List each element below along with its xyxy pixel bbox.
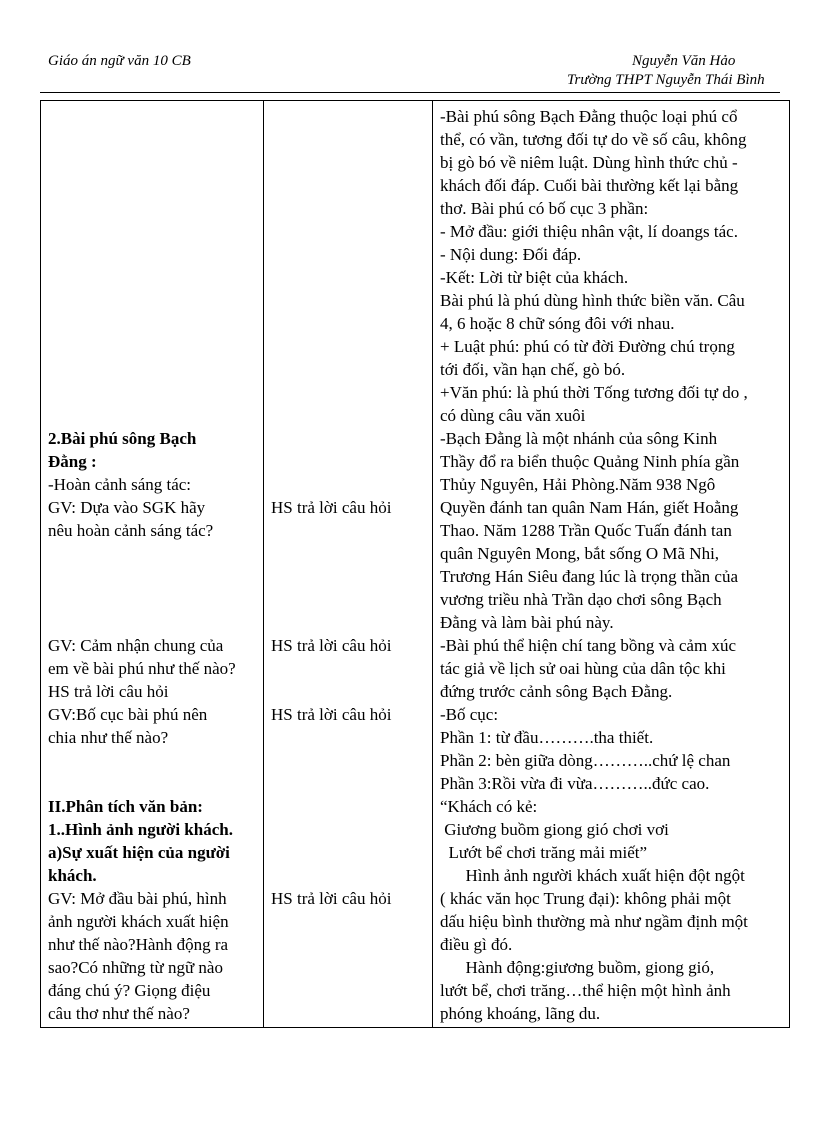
col2-line [264,933,432,956]
col3-line: -Kết: Lời từ biệt của khách. [440,268,629,287]
col2-line [264,657,432,680]
col2-line [264,450,432,473]
col1-line: câu thơ như thế nào? [48,1004,190,1023]
col3-line: Thủy Nguyên, Hải Phòng.Năm 938 Ngô [440,475,716,494]
col1-line [41,588,263,611]
col3-line: bị gò bó về niêm luật. Dùng hình thức chủ - [440,153,738,172]
col1-line: chia như thế nào? [48,728,169,747]
col2-line [264,565,432,588]
col1-line: -Hoàn cảnh sáng tác: [48,475,192,494]
col2-line [264,243,432,266]
col2-line [264,772,432,795]
col3-line: Quyền đánh tan quân Nam Hán, giết Hoằng [440,498,739,517]
col3-line: có dùng câu văn xuôi [440,406,586,425]
col3-line: -Bài phú sông Bạch Đằng thuộc loại phú cổ [440,107,738,126]
col2-line [264,956,432,979]
col3-line: Trương Hán Siêu đang lúc là trọng thần của [440,567,739,586]
col1-line [41,335,263,358]
col2-line [264,542,432,565]
col2-line [264,726,432,749]
col3-line: “Khách có kẻ: [440,797,538,816]
col2-line [264,473,432,496]
table-row [41,101,790,1028]
col2-line [264,680,432,703]
col3-line: Phần 3:Rồi vừa đi vừa………..đức cao. [440,774,710,793]
col3-line: Phần 1: từ đầu……….tha thiết. [440,728,654,747]
col1-line [41,289,263,312]
col2-line [264,611,432,634]
col2-line [264,1002,432,1025]
col2-line [264,519,432,542]
col2-line [264,174,432,197]
col1-line [41,243,263,266]
col3-line: Giương buồm giong gió chơi vơi [440,820,669,839]
col1-line: GV:Bố cục bài phú nên [48,705,208,724]
col3-line: phóng khoáng, lãng du. [440,1004,601,1023]
col3-line: ( khác văn học Trung đại): không phải một [440,889,731,908]
col3-line: -Bạch Đằng là một nhánh của sông Kinh [440,429,718,448]
col2-line [264,358,432,381]
col2-line [264,864,432,887]
col1-line: GV: Mở đầu bài phú, hình [48,889,227,908]
col1-line [41,105,263,128]
col3-line: 4, 6 hoặc 8 chữ sóng đôi với nhau. [440,314,675,333]
col1-line [41,772,263,795]
col2-line [264,749,432,772]
col1-line: đáng chú ý? Giọng điệu [48,981,211,1000]
col1-line: II.Phân tích văn bản: [48,797,203,816]
col3-line: thể, có vần, tương đối tự do về số câu, không [440,130,747,149]
col3-line: đứng trước cảnh sông Bạch Đằng. [440,682,673,701]
col2-line [264,151,432,174]
col1-line: a)Sự xuất hiện của người [48,843,230,862]
col1-line: nêu hoàn cảnh sáng tác? [48,521,214,540]
col2-line: HS trả lời câu hỏi [271,889,392,908]
col1-line [41,542,263,565]
col2-line [264,841,432,864]
col1-line [41,266,263,289]
col3-line: Thầy đổ ra biển thuộc Quảng Ninh phía gần [440,452,740,471]
col3-line: lướt bể, chơi trăng…thể hiện một hình ảnh [440,981,731,1000]
col3-line: vương triều nhà Trần dạo chơi sông Bạch [440,590,722,609]
col2-line: HS trả lời câu hỏi [271,705,392,724]
col1-line [41,404,263,427]
col3-line: -Bài phú thể hiện chí tang bồng và cảm xúc [440,636,736,655]
col1-line: 2.Bài phú sông Bạch [48,429,197,448]
col2-line [264,588,432,611]
col3-line: dấu hiệu bình thường mà như ngầm định một [440,912,748,931]
col2-line [264,289,432,312]
col1-line [41,220,263,243]
col3-line: thơ. Bài phú có bố cục 3 phần: [440,199,649,218]
col3-line: Thao. Năm 1288 Trần Quốc Tuấn đánh tan [440,521,732,540]
col2-line: HS trả lời câu hỏi [271,498,392,517]
col3-line: điều gì đó. [440,935,513,954]
col2-line: HS trả lời câu hỏi [271,636,392,655]
col2-line [264,105,432,128]
teacher-activity-column [41,101,264,1028]
col1-line: HS trả lời câu hỏi [48,682,169,701]
col3-line: tới đối, vần hạn chế, gò bó. [440,360,626,379]
col3-line: Phần 2: bèn giữa dòng………..chứ lệ chan [440,751,731,770]
col2-line [264,979,432,1002]
col1-line [41,565,263,588]
col3-line: - Mở đầu: giới thiệu nhân vật, lí doangs tác. [440,222,738,241]
col1-line [41,381,263,404]
col1-line [41,197,263,220]
col2-line [264,404,432,427]
col3-line: - Nội dung: Đối đáp. [440,245,582,264]
col3-line: khách đối đáp. Cuối bài thường kết lại bằng [440,176,739,195]
col3-line: Đằng và làm bài phú này. [440,613,614,632]
col3-line: -Bố cục: [440,705,499,724]
col2-line [264,220,432,243]
content-column [433,101,790,1028]
col2-line [264,818,432,841]
col2-line [264,197,432,220]
col2-line [264,381,432,404]
col1-line [41,749,263,772]
col1-line: Đằng : [48,452,97,471]
col1-line: 1..Hình ảnh người khách. [48,820,233,839]
header-left: Giáo án ngữ văn 10 CB [48,53,191,69]
col1-line [41,128,263,151]
student-activity-column [264,101,433,1028]
col3-line: +Văn phú: là phú thời Tống tương đối tự do , [440,383,748,402]
header-rule [40,92,780,93]
header-school: Trường THPT Nguyễn Thái Bình [567,72,765,88]
col3-line: tác giả về lịch sử oai hùng của dân tộc khi [440,659,726,678]
col1-line: khách. [48,866,97,885]
col2-line [264,335,432,358]
col2-line [264,910,432,933]
col1-line [41,358,263,381]
col1-line [41,174,263,197]
col3-line: Hình ảnh người khách xuất hiện đột ngột [440,866,745,885]
col2-line [264,795,432,818]
col1-line: GV: Cảm nhận chung của [48,636,224,655]
header-author: Nguyễn Văn Hảo [632,53,736,69]
col3-line: quân Nguyên Mong, bắt sống O Mã Nhi, [440,544,720,563]
col1-line: em về bài phú như thế nào? [48,659,236,678]
col1-line [41,151,263,174]
col3-line: Lướt bể chơi trăng mải miết” [440,843,648,862]
col1-line: như thế nào?Hành động ra [48,935,229,954]
col2-line [264,128,432,151]
col3-line: + Luật phú: phú có từ đời Đường chú trọng [440,337,735,356]
col1-line [41,611,263,634]
col1-line [41,312,263,335]
col2-line [264,312,432,335]
lesson-table [40,100,790,1028]
col1-line: sao?Có những từ ngữ nào [48,958,223,977]
col1-line: GV: Dựa vào SGK hãy [48,498,206,517]
col2-line [264,427,432,450]
col2-line [264,266,432,289]
col3-line: Bài phú là phú dùng hình thức biền văn. Câu [440,291,745,310]
col3-line: Hành động:giương buồm, giong gió, [440,958,715,977]
col1-line: ảnh người khách xuất hiện [48,912,229,931]
